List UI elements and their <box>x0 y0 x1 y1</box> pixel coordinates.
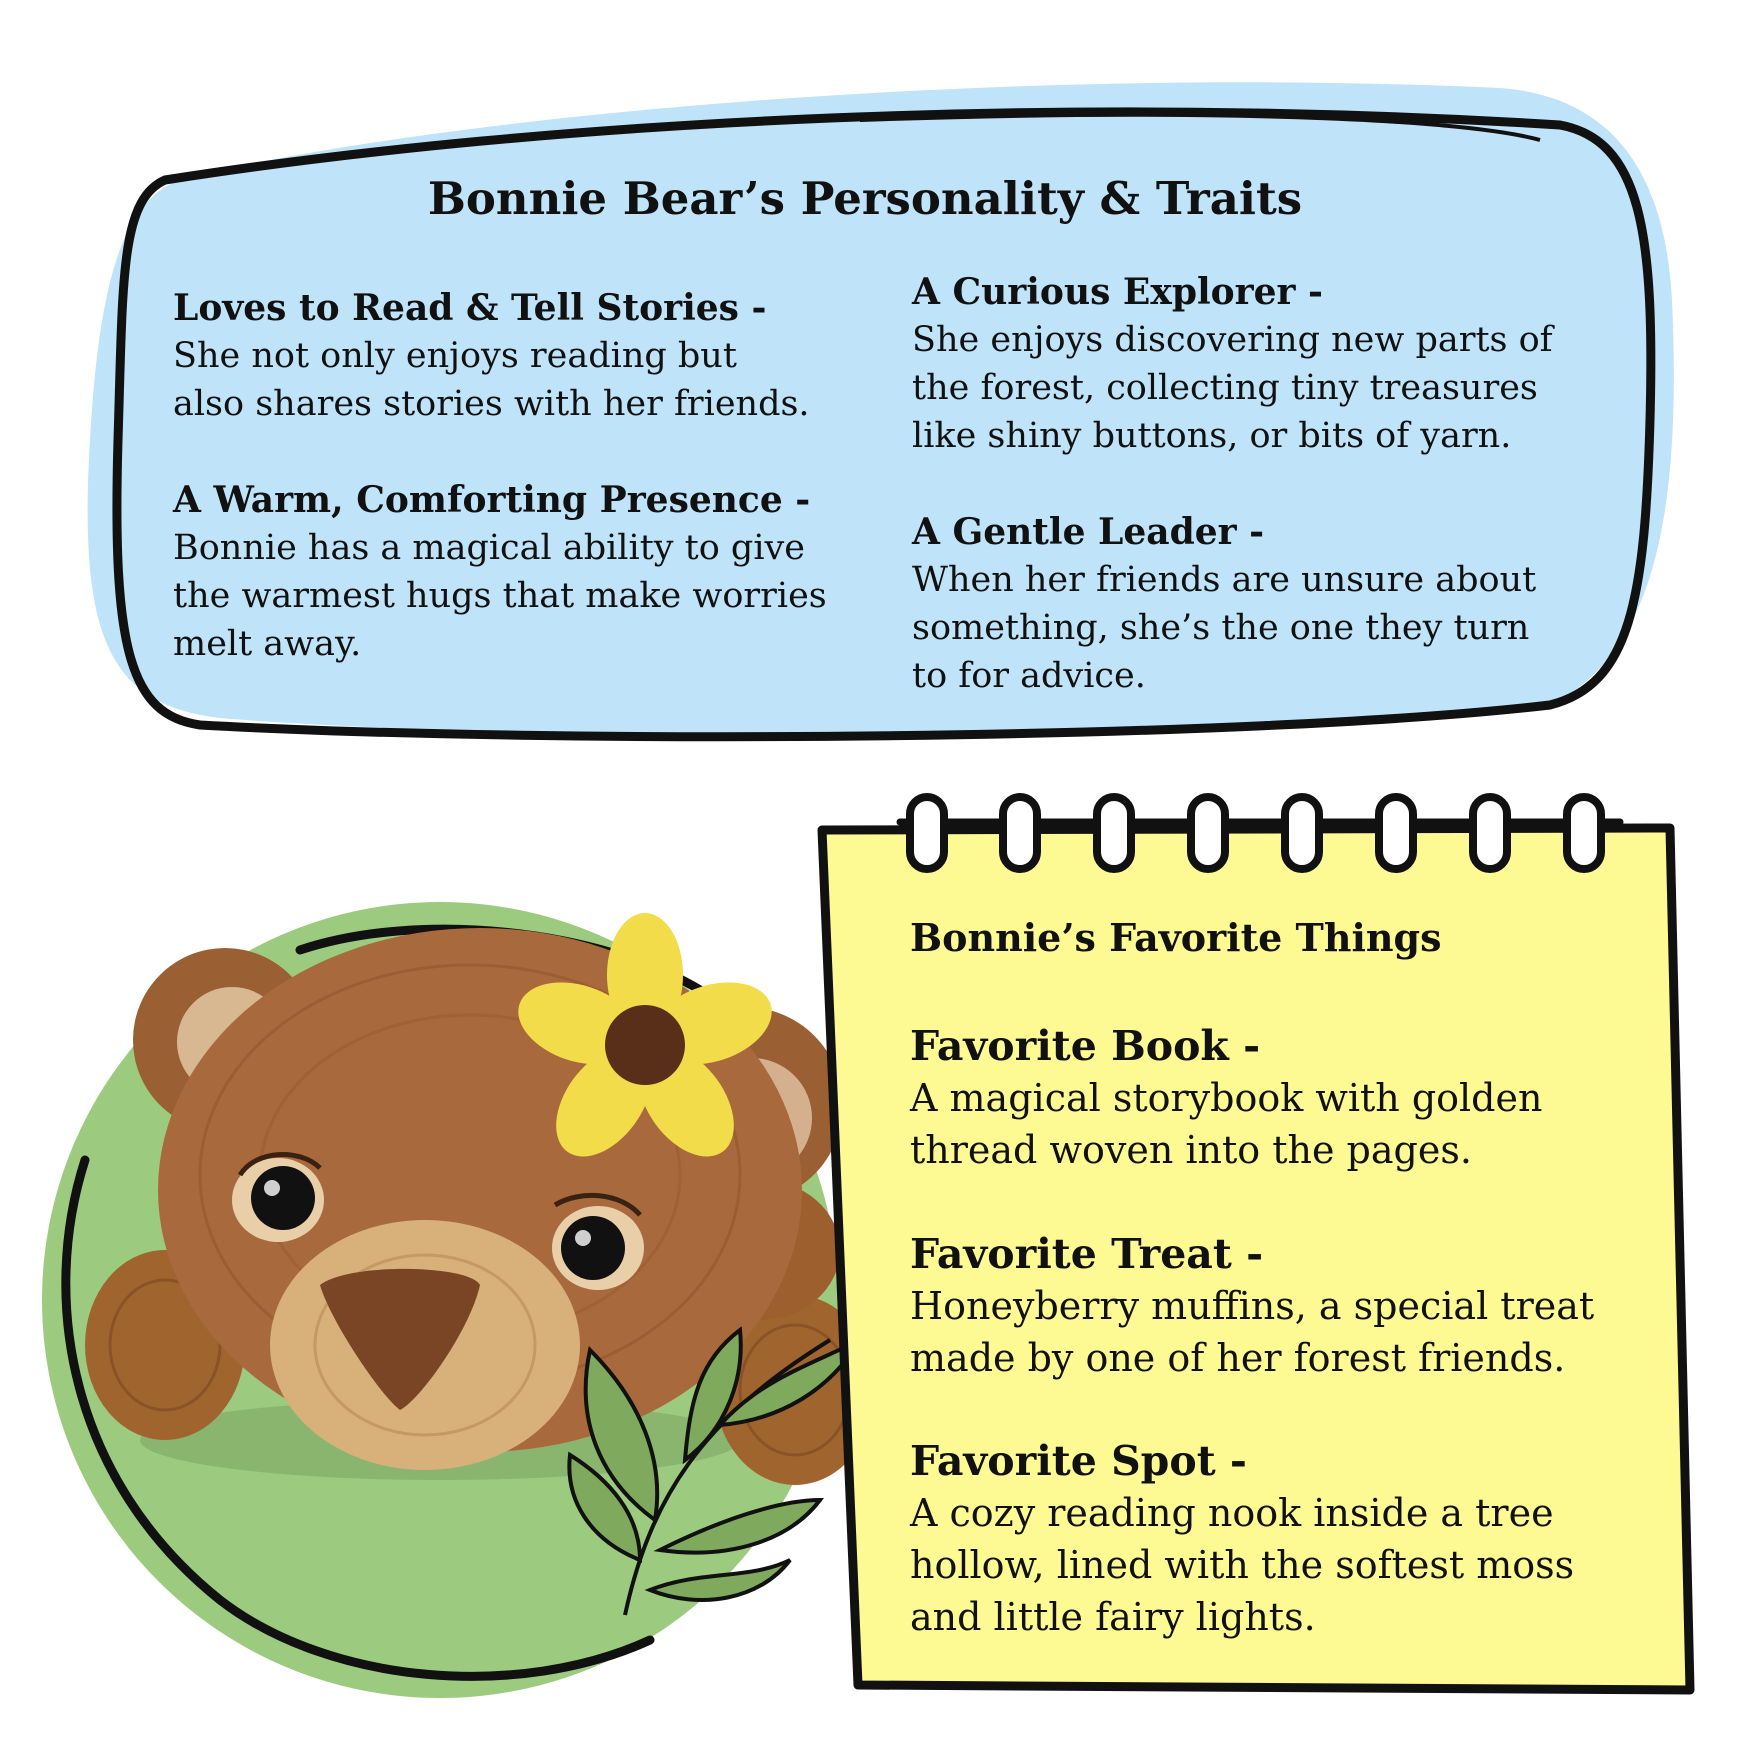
trait-warm-presence <box>173 476 873 668</box>
trait-line: She enjoys discovering new parts of <box>912 320 1553 360</box>
trait-line: something, she’s the one they turn <box>912 608 1530 648</box>
favorite-line: A cozy reading nook inside a tree <box>910 1491 1554 1535</box>
trait-heading: Loves to Read & Tell Stories - <box>173 287 767 329</box>
favorite-spot <box>910 1435 1650 1643</box>
favorite-line: A magical storybook with golden <box>910 1076 1543 1120</box>
favorite-heading: Favorite Treat - <box>910 1230 1264 1278</box>
favorites-title: Bonnie’s Favorite Things <box>910 915 1442 960</box>
favorite-heading: Favorite Book - <box>910 1022 1261 1070</box>
trait-heading: A Warm, Comforting Presence - <box>173 479 811 521</box>
favorite-line: made by one of her forest friends. <box>910 1336 1566 1380</box>
trait-line: melt away. <box>173 624 362 664</box>
trait-loves-to-read <box>173 284 873 428</box>
trait-gentle-leader <box>912 508 1612 700</box>
trait-heading: A Gentle Leader - <box>912 511 1265 553</box>
trait-heading: A Curious Explorer - <box>912 271 1323 313</box>
favorite-line: and little fairy lights. <box>910 1595 1316 1639</box>
trait-line: When her friends are unsure about <box>912 560 1537 600</box>
trait-line: the forest, collecting tiny treasures <box>912 368 1538 408</box>
trait-line: like shiny buttons, or bits of yarn. <box>912 416 1512 456</box>
trait-line: She not only enjoys reading but <box>173 336 737 376</box>
trait-curious-explorer <box>912 268 1632 460</box>
favorite-heading: Favorite Spot - <box>910 1437 1247 1485</box>
favorite-book <box>910 1020 1650 1176</box>
trait-line: Bonnie has a magical ability to give <box>173 528 805 568</box>
favorite-treat <box>910 1228 1650 1384</box>
personality-title: Bonnie Bear’s Personality & Traits <box>427 172 1303 225</box>
trait-line: the warmest hugs that make worries <box>173 576 827 616</box>
favorite-line: Honeyberry muffins, a special treat <box>910 1284 1595 1328</box>
favorite-line: thread woven into the pages. <box>910 1128 1472 1172</box>
trait-line: also shares stories with her friends. <box>173 384 810 424</box>
trait-line: to for advice. <box>912 656 1146 696</box>
favorite-line: hollow, lined with the softest moss <box>910 1543 1575 1587</box>
